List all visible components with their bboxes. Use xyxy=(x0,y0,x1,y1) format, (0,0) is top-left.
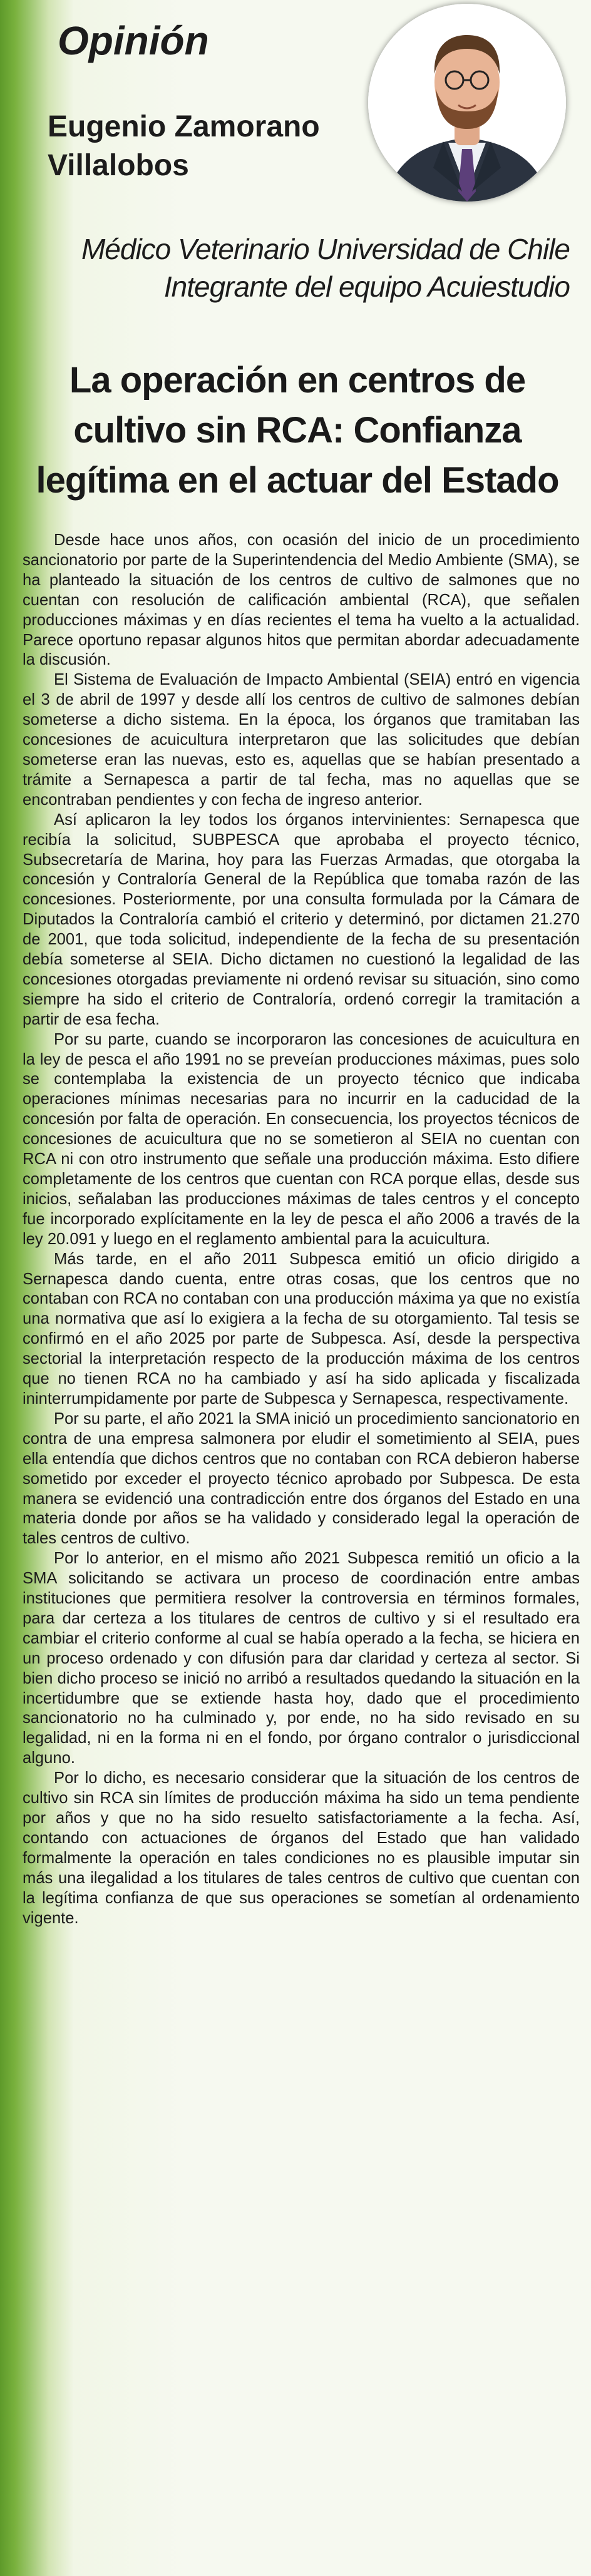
author-portrait-illustration xyxy=(368,4,566,202)
article-paragraph: Más tarde, en el año 2011 Subpesca emitió un oficio dirigido a Sernapesca dando cuenta, entre otras cosas, que los centros que no contaban con RCA no contaban con una producción máxima ya que no existía una normativa que así lo exigiera a la fecha de su otorgamiento. Tal tesis se confirmó en el año 2025 por parte de Subpesca. Así, desde la perspectiva sectorial la interpretación respecto de la producción máxima de los centros que no tienen RCA no ha cambiado y así ha sido aplicada y fiscalizada ininterrumpidamente por parte de Subpesca y Sernapesca, respectivamente. xyxy=(23,1250,580,1408)
article-paragraph: Así aplicaron la ley todos los órganos intervinientes: Sernapesca que recibía la solicitud, SUBPESCA que aprobaba el proyecto técnico, Subsecretaría de Marina, hoy para las Fuerzas Armadas, que otorgaba la concesión y Contraloría General de la República que tomaba razón de las concesiones. Posteriormente, por una consulta formulada por la Cámara de Diputados la Contraloría cambió el criterio y determinó, por dictamen 21.270 de 2001, que toda solicitud, independiente de la fecha de su presentación debía someterse al SEIA. Dicho dictamen no cuestionó la legalidad de las concesiones otorgadas previamente ni ordenó revisar su situación, sino como siempre ha sido el criterio de Contraloría, ordenó corregir la tramitación a partir de esa fecha. xyxy=(23,810,580,1028)
article-paragraph: Desde hace unos años, con ocasión del inicio de un procedimiento sancionatorio por parte de la Superintendencia del Medio Ambiente (SMA), se ha planteado la situación de los centros de cultivo de salmones que no cuentan con resolución de calificación ambiental (RCA), que señalen producciones máximas y en días recientes el tema ha vuelto a la actualidad. Parece oportuno repasar algunos hitos que permitan abordar adecuadamente la discusión. xyxy=(23,531,580,669)
author-credentials xyxy=(25,230,570,305)
author-portrait xyxy=(368,4,566,202)
article-body xyxy=(23,531,580,1928)
section-label: Opinión xyxy=(58,18,209,63)
article-title xyxy=(19,355,576,506)
article-header xyxy=(0,0,591,225)
article-paragraph: Por su parte, el año 2021 la SMA inició un procedimiento sancionatorio en contra de una empresa salmonera por eludir el sometimiento al SEIA, pues ella entendía que dichos centros que no contaban con RCA debieron haberse sometido por exceder el proyecto técnico aprobado por Subpesca. De esta manera se evidenció una contradicción entre dos órganos del Estado en una materia donde por años se ha validado y considerado legal la operación de tales centros de cultivo. xyxy=(23,1409,580,1548)
author-name xyxy=(48,108,348,185)
credential-degree: Médico Veterinario Universidad de Chile xyxy=(81,233,570,265)
author-second-line: Villalobos xyxy=(48,149,189,182)
title-line-2: cultivo sin RCA: Confianza xyxy=(73,410,522,451)
title-line-1: La operación en centros de xyxy=(69,360,526,401)
article-paragraph: Por lo dicho, es necesario considerar que la situación de los centros de cultivo sin RCA sin límites de producción máxima ha sido un tema pendiente por años y que no ha sido resuelto satisfactoriamente a la fecha. Así, contando con actuaciones de órganos del Estado que han validado formalmente la operación en tales condiciones no es plausible imputar sin más una ilegalidad a los titulares de tales centros de cultivo que cuentan con la legítima confianza de que sus operaciones se sometían al ordenamiento vigente. xyxy=(23,1769,580,1927)
article-paragraph: El Sistema de Evaluación de Impacto Ambiental (SEIA) entró en vigencia el 3 de abril de 1997 y desde allí los centros de cultivo de salmones debían someterse a dicho sistema. En la época, los órganos que tramitaban las concesiones de acuicultura interpretaron que las solicitudes que debían someterse eran las nuevas, esto es, aquellas que se habían presentado a trámite a Sernapesca a partir de tal fecha, mas no aquellas que se encontraban pendientes y con fecha de ingreso anterior. xyxy=(23,671,580,809)
title-line-3: legítima en el actuar del Estado xyxy=(36,460,559,501)
credential-team: Integrante del equipo Acuiestudio xyxy=(163,270,570,303)
author-first-line: Eugenio Zamorano xyxy=(48,110,320,143)
article-paragraph: Por su parte, cuando se incorporaron las concesiones de acuicultura en la ley de pesca el año 1991 no se preveían producciones máximas, pues solo se contemplaba la existencia de un proyecto técnico que indicaba operaciones mínimas necesarias para no incurrir en la caducidad de la concesión por falta de operación. En consecuencia, los proyectos técnicos de concesiones de acuicultura que no se sometieron al SEIA no cuentan con RCA ni con otro instrumento que señale una producción máxima. Esto difiere completamente de los centros que cuentan con RCA porque ellas, desde sus inicios, señalaban las producciones máximas de tales centros y el concepto fue incorporado explícitamente en la ley de pesca el año 2006 a través de la ley 20.091 y luego en el reglamento ambiental para la acuicultura. xyxy=(23,1030,580,1248)
article-paragraph: Por lo anterior, en el mismo año 2021 Subpesca remitió un oficio a la SMA solicitando se activara un proceso de coordinación entre ambas instituciones que permitiera resolver la controversia en términos formales, para dar certeza a los titulares de centros de cultivo y si el resultado era cambiar el criterio conforme al cual se había operado a la fecha, se hiciera en un proceso ordenado y con difusión para dar claridad y certeza al sector. Si bien dicho proceso se inició no arribó a resultados quedando la situación en la incertidumbre que se extiende hasta hoy, dado que el procedimiento sancionatorio no ha culminado y, por ende, no ha sido revisado en su legalidad, ni en la forma ni en el fondo, por órgano contralor o jurisdiccional alguno. xyxy=(23,1550,580,1767)
